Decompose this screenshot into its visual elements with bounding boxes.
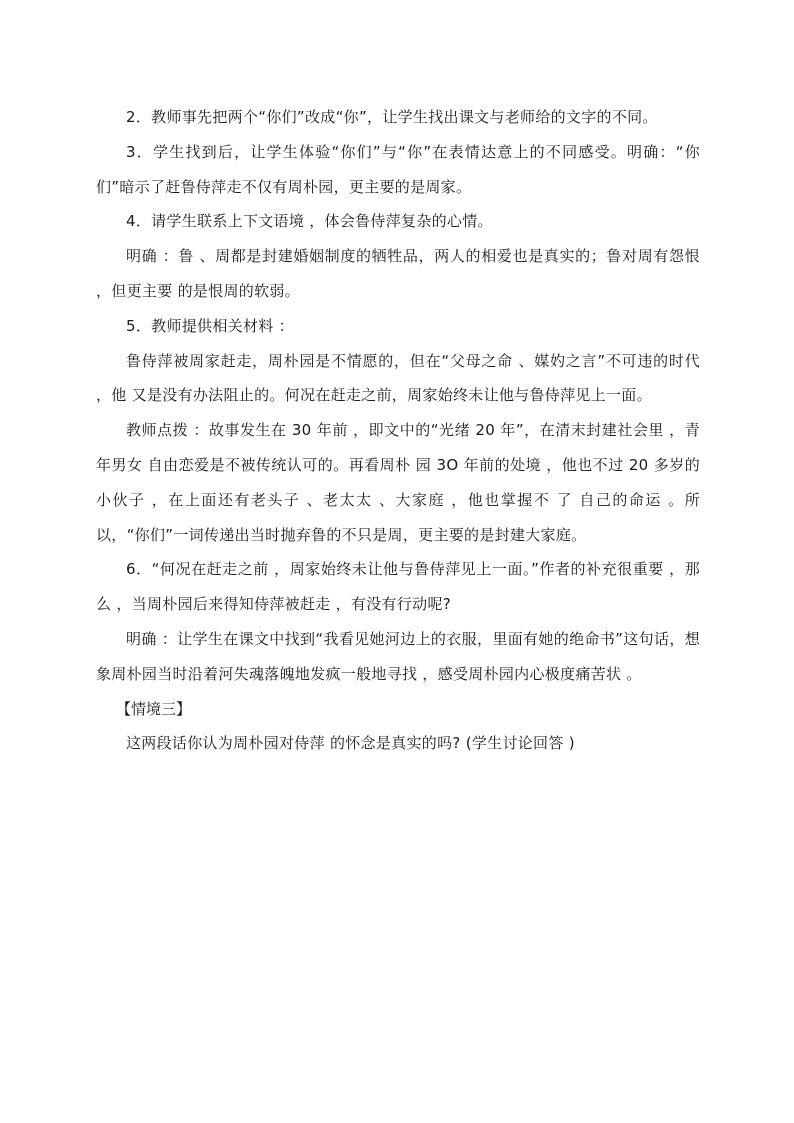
paragraph-clarification-1: 明确 ：鲁 、周都是封建婚姻制度的牺牲品，两人的相爱也是真实的；鲁对周有怨恨 ，但更主要 的是恨周的软弱。 (96, 247, 700, 300)
paragraph-material: 鲁侍萍被周家赶走，周朴园是不情愿的，但在“父母之命 、媒妁之言”不可违的时代 ，他 又是没有办法阻止的。何况在赶走之前，周家始终未让他与鲁侍萍见上一面。 (96, 351, 700, 405)
paragraph-step-5: 5．教师提供相关材料 ： (126, 316, 294, 335)
paragraph-step-3: 3．学生找到后，让学生体验“你们”与“你”在表情达意上的不同感受。明确：“你们”暗示了赶鲁侍萍走不仅有周朴园，更主要的是周家。 (96, 142, 700, 196)
paragraph-step-2: 2．教师事先把两个“你们”改成“你”，让学生找出课文与老师给的文字的不同。 (126, 108, 658, 126)
paragraph-step-4: 4．请学生联系上下文语境 ，体会鲁侍萍复杂的心情。 (126, 212, 493, 231)
section-heading: 【情境三】 (116, 699, 192, 718)
paragraph-closing-question: 这两段话你认为周朴园对侍萍 的怀念是真实的吗? (学生讨论回答 ) (126, 734, 575, 753)
paragraph-teacher-guidance: 教师点拨 ：故事发生在 30 年前 ，即文中的“光绪 20 年”，在清末封建社会里 ，青年男女 自由恋爱是不被传统认可的。再看周朴 园 3O 年前的处境 ，他也不过 20 多岁的小伙子 ，在上面还有老头子 、老太太 、大家庭 ，他也掌握不 了 自己的命运 。所 以，“你们”一词传递出当时抛弃鲁的不只是周，更主要的是封建大家庭。 (96, 421, 700, 544)
document-page (96, 100, 700, 761)
paragraph-clarification-2: 明确 ：让学生在课文中找到“我看见她河边上的衣服，里面有她的绝命书”这句话，想象周朴园当时沿着河失魂落魄地发疯一般地寻找 ，感受周朴园内心极度痛苦状 。 (96, 629, 700, 683)
paragraph-step-6: 6．“何况在赶走之前 ，周家始终未让他与鲁侍萍见上一面。”作者的补充很重要 ，那么 ，当周朴园后来得知侍萍被赶走 ，有没有行动呢? (96, 560, 700, 614)
